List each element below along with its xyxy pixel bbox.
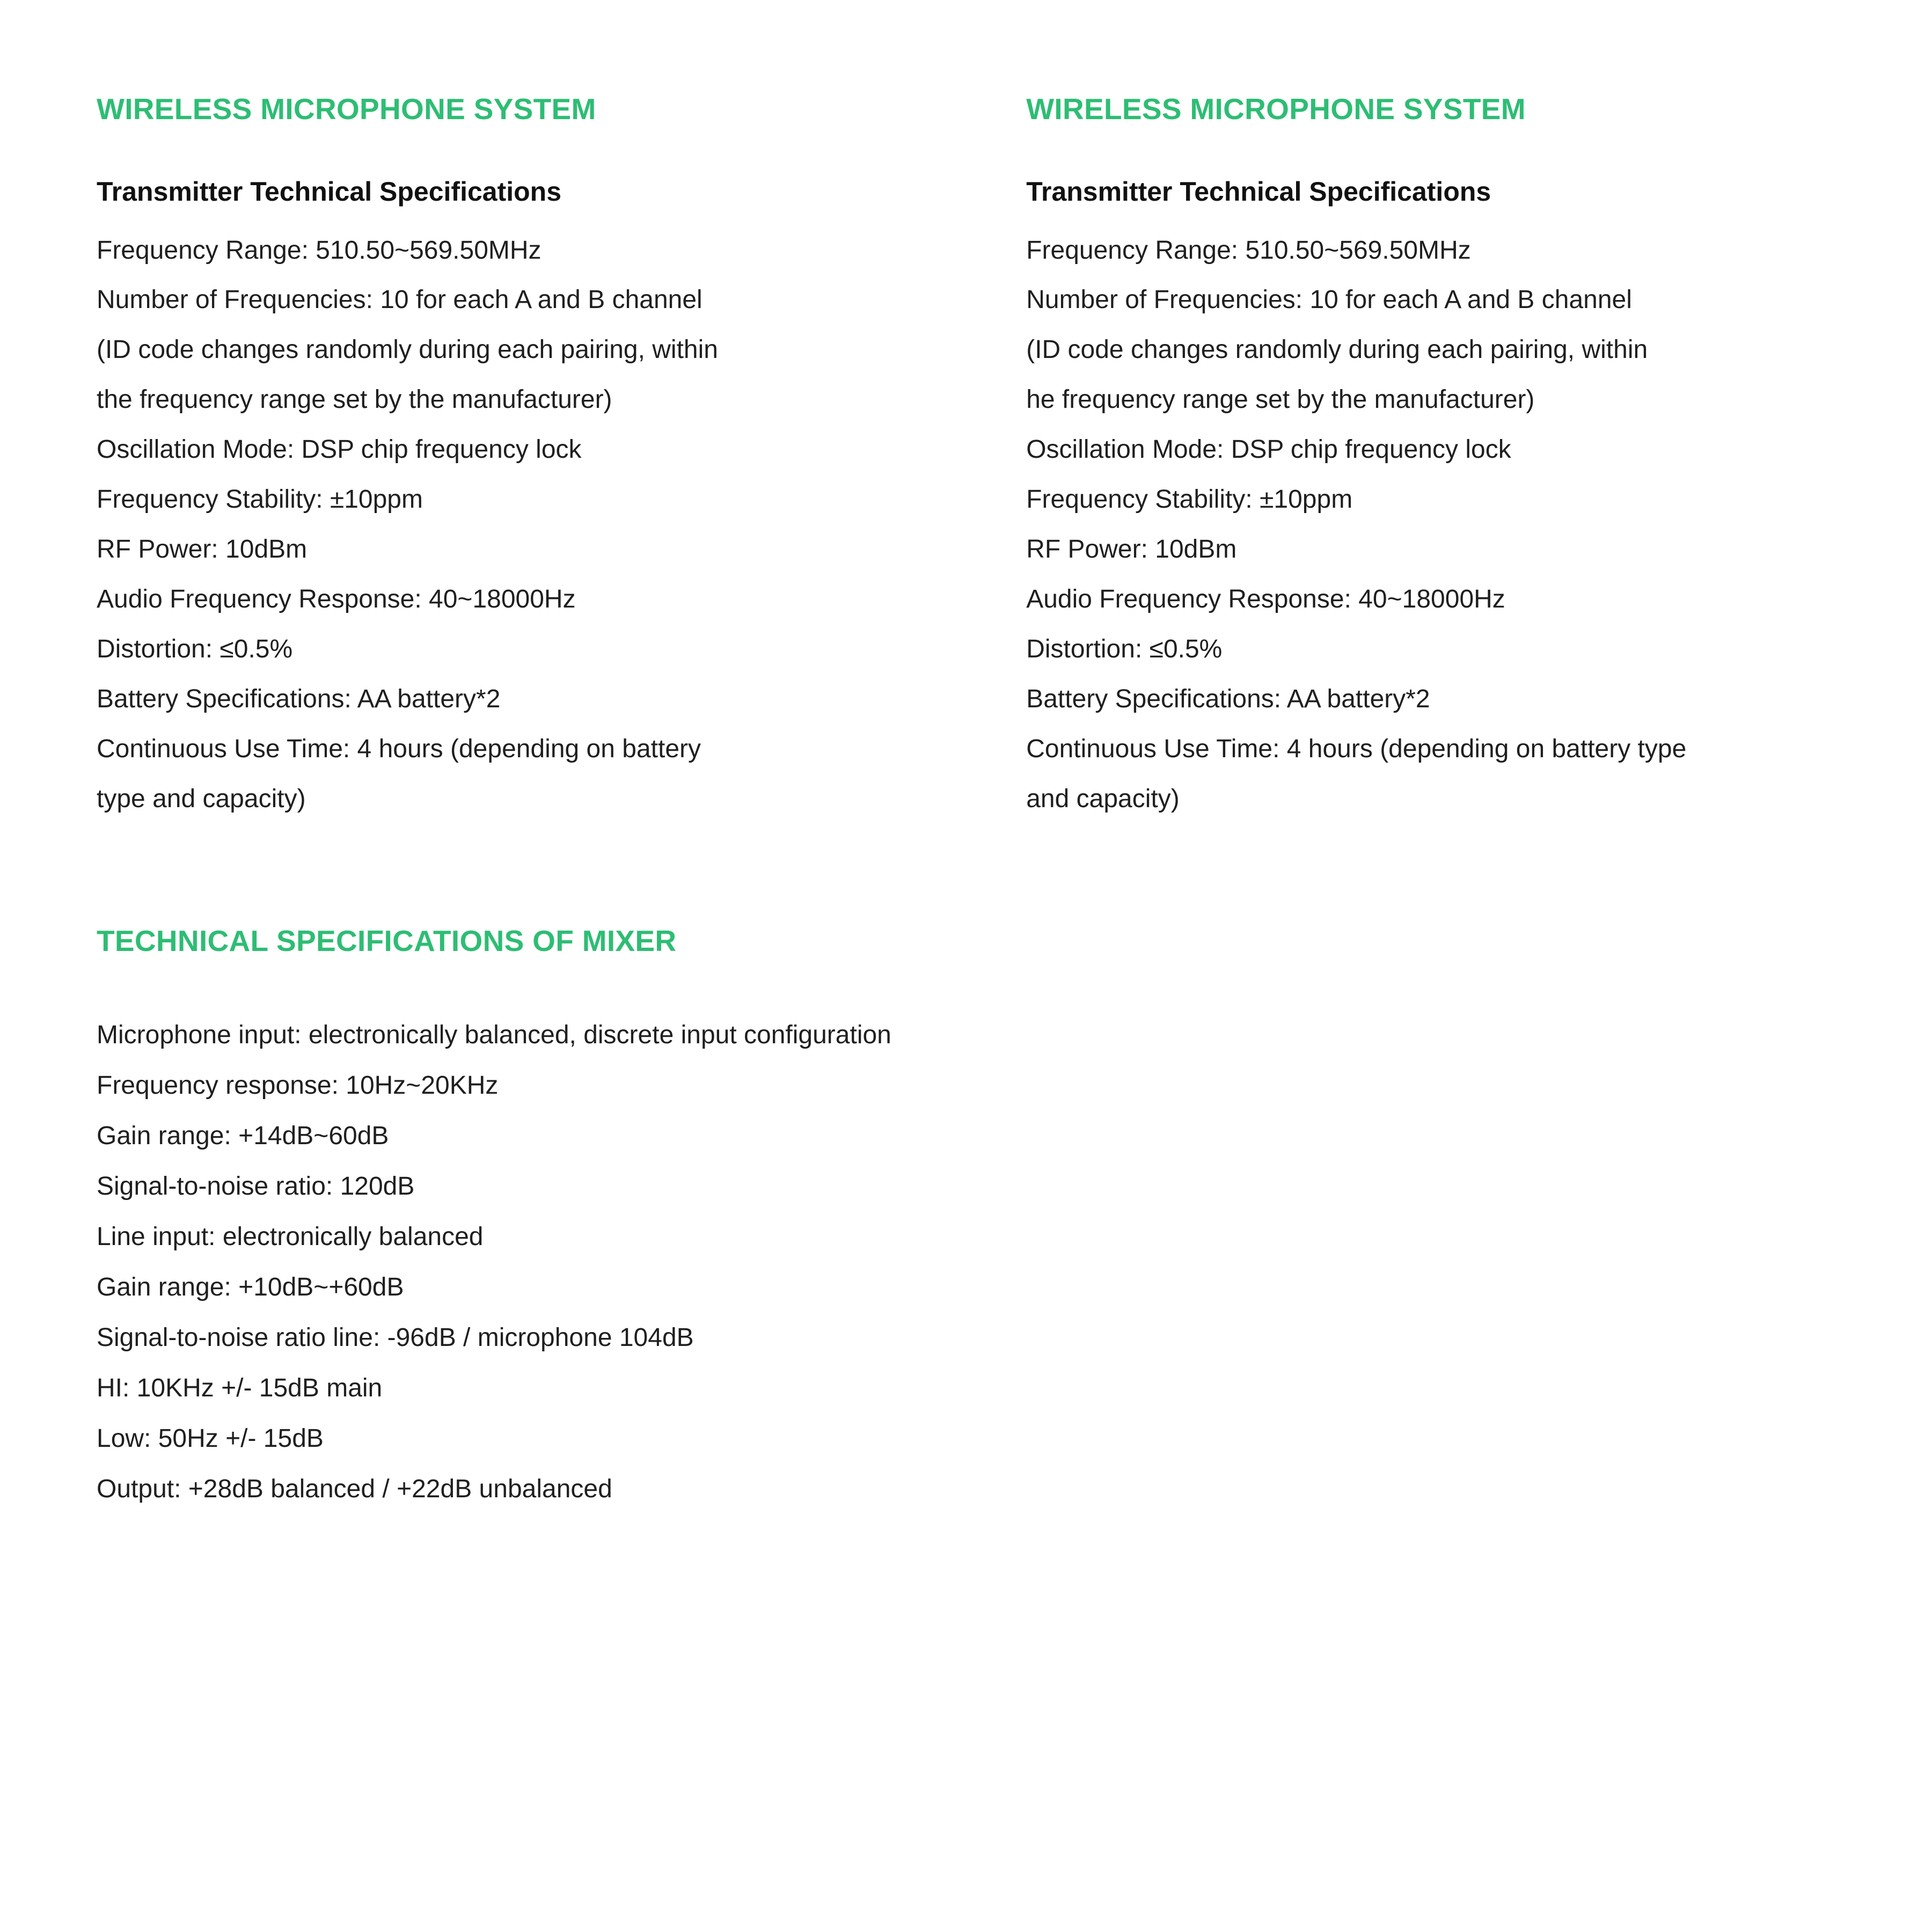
spec-line: Battery Specifications: AA battery*2 (97, 685, 501, 714)
mixer-section-heading: TECHNICAL SPECIFICATIONS OF MIXER (97, 924, 677, 957)
spec-line: Line input: electronically balanced (97, 1222, 484, 1251)
spec-line: Audio Frequency Response: 40~18000Hz (97, 585, 576, 614)
spec-line: Signal-to-noise ratio line: -96dB / microphone 104dB (97, 1323, 694, 1352)
spec-line: Continuous Use Time: 4 hours (depending on battery (97, 735, 701, 764)
spec-line: Frequency response: 10Hz~20KHz (97, 1071, 499, 1100)
spec-line: he frequency range set by the manufacturer) (1026, 385, 1535, 414)
spec-line: Low: 50Hz +/- 15dB (97, 1424, 324, 1453)
left-section-heading: WIRELESS MICROPHONE SYSTEM (97, 92, 596, 126)
spec-line: Signal-to-noise ratio: 120dB (97, 1172, 415, 1201)
spec-line: Oscillation Mode: DSP chip frequency lock (97, 435, 582, 464)
spec-line: RF Power: 10dBm (97, 535, 308, 564)
spec-line: Frequency Stability: ±10ppm (1026, 485, 1353, 514)
spec-line: and capacity) (1026, 784, 1180, 813)
mixer-section (97, 924, 1835, 1509)
spec-line: HI: 10KHz +/- 15dB main (97, 1373, 383, 1402)
spec-line: Oscillation Mode: DSP chip frequency lock (1026, 435, 1511, 464)
left-column (97, 91, 964, 819)
spec-line: (ID code changes randomly during each pairing, within (1026, 335, 1648, 364)
right-column (964, 91, 1835, 819)
spec-line: Continuous Use Time: 4 hours (depending on battery type (1026, 735, 1687, 764)
spec-line: Frequency Stability: ±10ppm (97, 485, 423, 514)
two-column-layout (97, 91, 1835, 819)
spec-line: Number of Frequencies: 10 for each A and B channel (97, 286, 702, 314)
spec-line: Gain range: +10dB~+60dB (97, 1272, 404, 1301)
spec-line: Number of Frequencies: 10 for each A and B channel (1026, 286, 1632, 314)
spec-line: RF Power: 10dBm (1026, 535, 1237, 564)
right-subheading: Transmitter Technical Specifications (1026, 177, 1491, 207)
spec-line: Frequency Range: 510.50~569.50MHz (1026, 236, 1471, 265)
spec-line: Microphone input: electronically balanced, discrete input configuration (97, 1020, 891, 1049)
spec-line: (ID code changes randomly during each pairing, within (97, 335, 718, 364)
right-section-heading: WIRELESS MICROPHONE SYSTEM (1026, 92, 1526, 126)
spec-line: Distortion: ≤0.5% (1026, 635, 1223, 664)
spec-line: Distortion: ≤0.5% (97, 635, 293, 664)
spec-line: Audio Frequency Response: 40~18000Hz (1026, 585, 1505, 614)
spec-line: type and capacity) (97, 784, 306, 813)
left-subheading: Transmitter Technical Specifications (97, 177, 562, 207)
spec-line: Frequency Range: 510.50~569.50MHz (97, 236, 541, 265)
spec-line: Battery Specifications: AA battery*2 (1026, 685, 1430, 714)
spec-line: Gain range: +14dB~60dB (97, 1121, 389, 1150)
spec-line: Output: +28dB balanced / +22dB unbalanced (97, 1474, 612, 1503)
spec-line: the frequency range set by the manufacturer) (97, 385, 612, 414)
